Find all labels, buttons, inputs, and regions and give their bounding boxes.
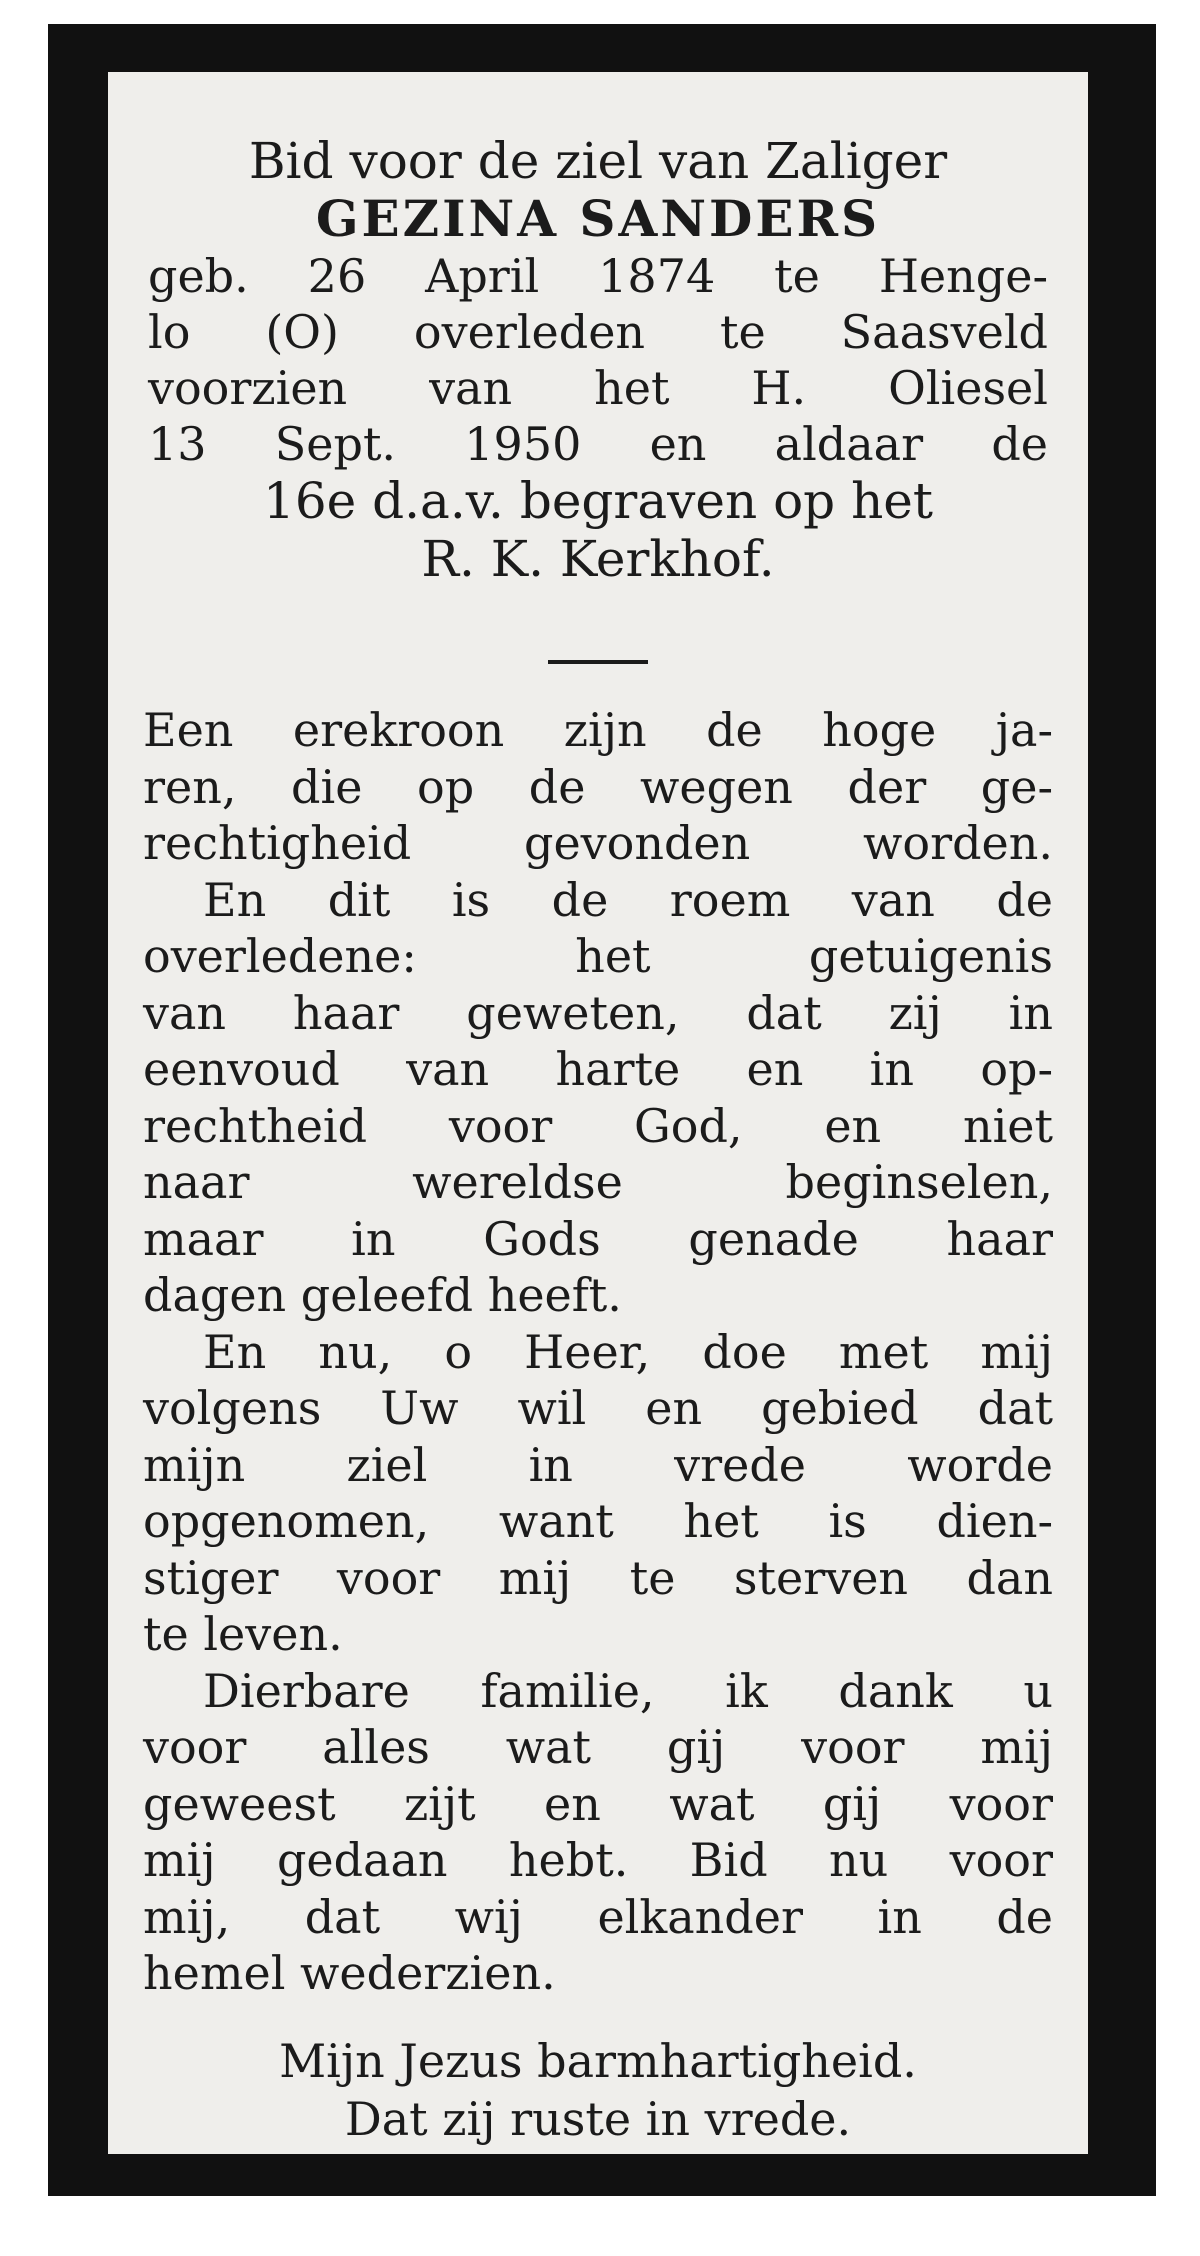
closing-line: Mijn Jezus barmhartigheid.: [279, 2034, 917, 2088]
body-line: eenvoud van harte en in op-: [143, 1042, 1053, 1096]
detail-line: lo (O) overleden te Saasveld: [148, 305, 1048, 359]
intro-line: Bid voor de ziel van Zaliger: [248, 132, 948, 190]
body-line: mij gedaan hebt. Bid nu voor: [143, 1833, 1053, 1887]
body-line: hemel wederzien.: [143, 1946, 556, 2000]
detail-line: voorzien van het H. Oliesel: [148, 361, 1048, 415]
body-line: maar in Gods genade haar: [143, 1211, 1053, 1266]
body-line: voor alles wat gij voor mij: [143, 1720, 1053, 1774]
body-line: naar wereldse beginselen,: [143, 1155, 1053, 1209]
body-line: mijn ziel in vrede worde: [143, 1437, 1053, 1492]
card-header: [108, 132, 1088, 588]
body-line: stiger voor mij te sterven dan: [143, 1550, 1053, 1605]
closing-line: Dat zij ruste in vrede.: [344, 2092, 852, 2146]
body-line: En nu, o Heer, doe met mij: [203, 1324, 1053, 1379]
body-line: Dierbare familie, ik dank u: [203, 1663, 1053, 1718]
divider-rule: [548, 660, 648, 664]
body-line: rechtigheid gevonden worden.: [143, 816, 1053, 870]
deceased-name: GEZINA SANDERS: [315, 189, 881, 248]
body-line: dagen geleefd heeft.: [143, 1268, 622, 1322]
body-line: geweest zijt en wat gij voor: [143, 1776, 1053, 1831]
card-text-body: [108, 702, 1088, 2002]
detail-line-centered: R. K. Kerkhof.: [421, 530, 775, 588]
body-line: mij, dat wij elkander in de: [143, 1889, 1053, 1944]
detail-line: 13 Sept. 1950 en aldaar de: [148, 417, 1048, 471]
detail-line-centered: 16e d.a.v. begraven op het: [263, 472, 933, 530]
body-line: opgenomen, want het is dien-: [143, 1494, 1053, 1548]
body-line: ren, die op de wegen der ge-: [143, 759, 1053, 814]
body-line: volgens Uw wil en gebied dat: [143, 1381, 1053, 1435]
body-line: te leven.: [143, 1607, 343, 1661]
closing-lines: [108, 2032, 1088, 2148]
body-line: overledene: het getuigenis: [143, 929, 1053, 983]
body-line: En dit is de roem van de: [203, 872, 1053, 927]
body-line: rechtheid voor God, en niet: [143, 1098, 1053, 1153]
body-line: Een erekroon zijn de hoge ja-: [143, 703, 1053, 757]
prayer-card: [108, 72, 1088, 2154]
body-line: van haar geweten, dat zij in: [143, 985, 1053, 1040]
mourning-card-border: [48, 24, 1156, 2196]
detail-line: geb. 26 April 1874 te Henge-: [148, 249, 1048, 303]
